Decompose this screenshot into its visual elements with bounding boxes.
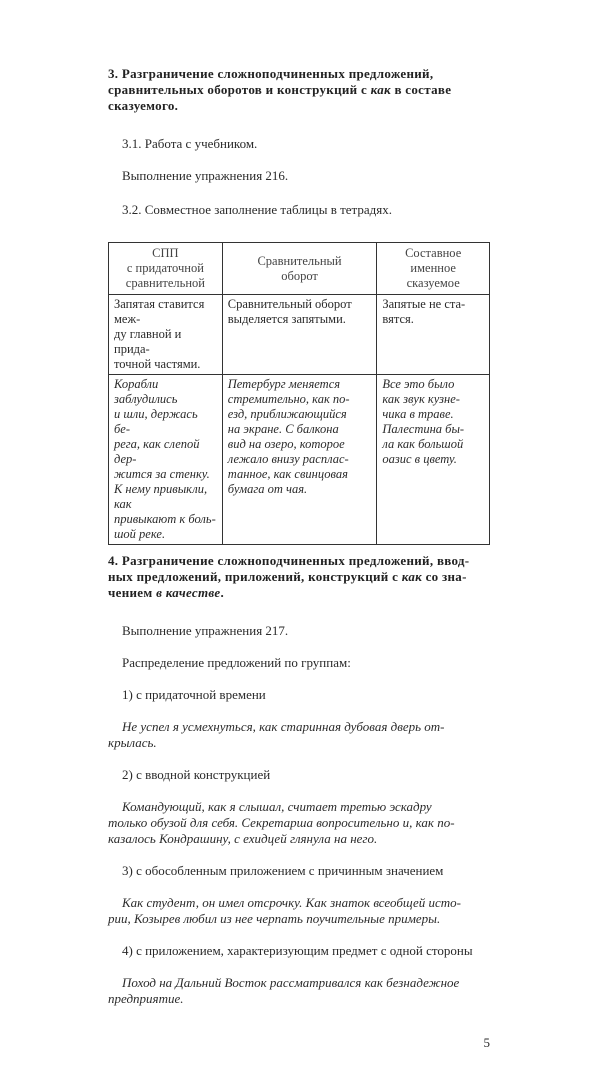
table-cell: Запятые не ста- вятся. [377,295,490,375]
group-label: 3) с обособленным приложением с причинным значением [122,863,444,878]
heading-emphasis: в качестве [156,585,221,600]
section-3-body [108,120,490,234]
example: Командующий, как я слышал, считает третью эскадру только обузой для себя. Секретарша вопросительно и, как по- казалось Кондрашину, с ехидцей глянула на него. [108,799,455,846]
table-header-row [109,243,490,295]
example: Поход на Дальний Восток рассматривался как безнадежное предприятие. [108,975,460,1006]
heading-emphasis: как [370,82,391,97]
heading-text: . [220,585,225,600]
comparison-table [108,242,490,545]
heading-text: со зна- чением [108,569,467,600]
paragraph: Выполнение упражнения 216. [122,168,289,183]
heading-text: 4. Разграничение сложноподчиненных предложений, ввод- ных предложений, приложений, конструкций с [108,553,470,584]
section-4-heading [108,553,490,601]
table-row [109,375,490,545]
table-header: СПП с придаточной сравнительной [109,243,223,295]
paragraph: Выполнение упражнения 217. [122,623,289,638]
page [108,0,490,1071]
group-label: 2) с вводной конструкцией [122,767,271,782]
section-4-body [108,607,490,1023]
paragraph: Распределение предложений по группам: [122,655,351,670]
table-cell: Запятая ставится меж- ду главной и прида- точной частями. [109,295,223,375]
table-cell: Сравнительный оборот выделяется запятыми. [222,295,377,375]
heading-text: 3. Разграничение сложноподчиненных предложений, сравнительных оборотов и конструкций с [108,66,434,97]
paragraph: 3.1. Работа с учебником. [122,136,258,151]
table-header: Сравнительный оборот [222,243,377,295]
example: Как студент, он имел отсрочку. Как знаток всеобщей исто- рии, Козырев любил из нее черпать поучительные примеры. [108,895,461,926]
heading-emphasis: как [401,569,423,584]
table-cell: Корабли заблудились и шли, держась бе- рега, как слепой дер- жится за стенку. К нему привыкли, как привыкают к боль- шой реке. [109,375,223,545]
paragraph: 3.2. Совместное заполнение таблицы в тетрадях. [122,202,392,217]
group-label: 4) с приложением, характеризующим предмет с одной стороны [122,943,473,958]
table-cell: Все это было как звук кузне- чика в траве. Палестина бы- ла как большой оазис в цвету. [377,375,490,545]
table-cell: Петербург меняется стремительно, как по- езд, приближающийся на экране. С балкона вид на озеро, которое лежало внизу расплас- танное, как свинцовая бумага от чая. [222,375,377,545]
section-3-heading [108,66,490,114]
example: Не успел я усмехнуться, как старинная дубовая дверь от- крылась. [108,719,445,750]
table-row [109,295,490,375]
page-number: 5 [483,1035,490,1050]
table-header: Составное именное сказуемое [377,243,490,295]
group-label: 1) с придаточной времени [122,687,266,702]
heading-text: в составе сказуемого. [108,82,452,113]
